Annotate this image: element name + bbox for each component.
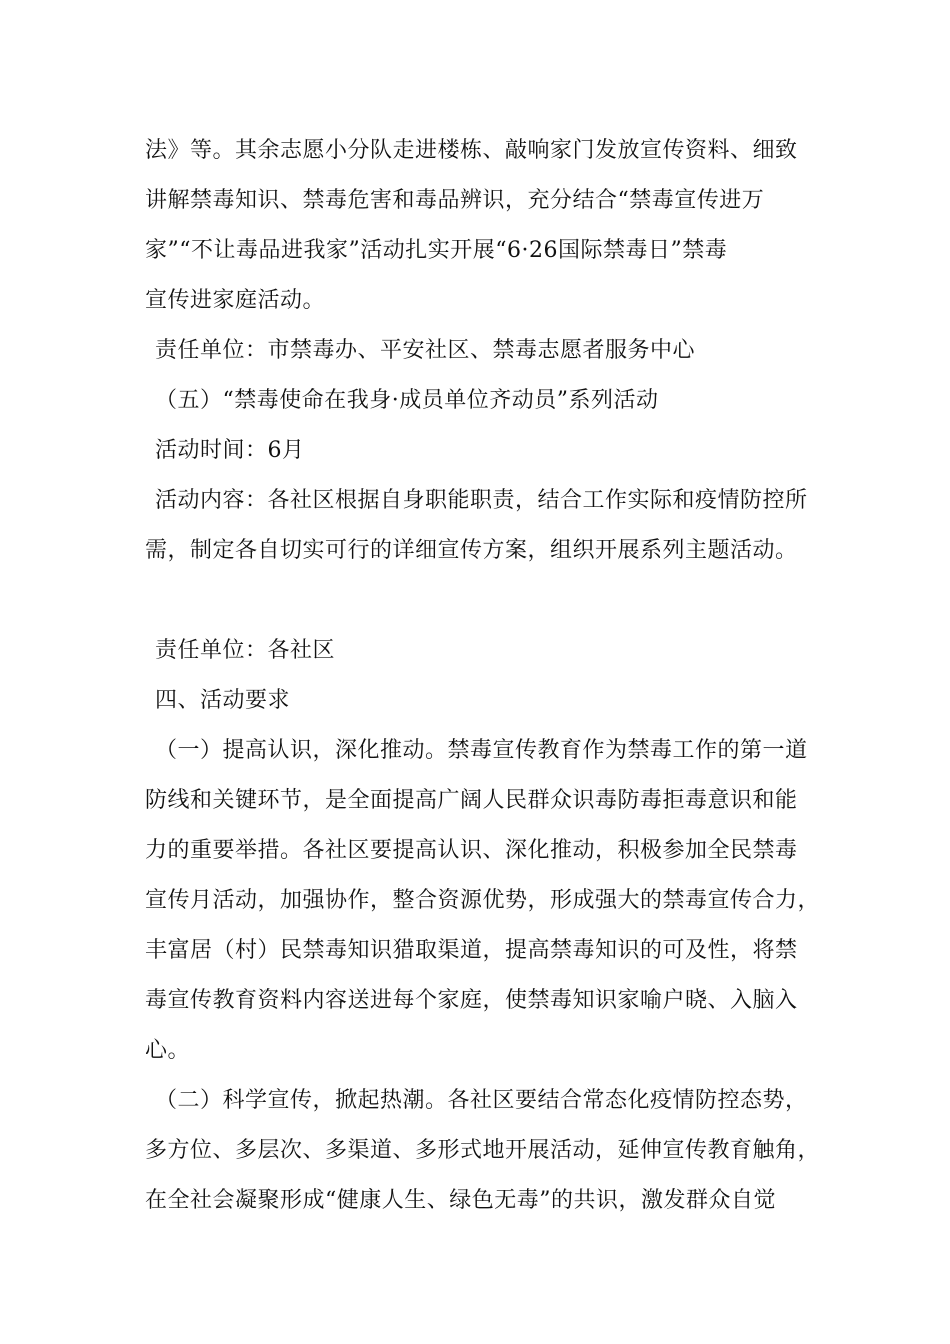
paragraph-line: 毒宣传教育资料内容送进每个家庭，使禁毒知识家喻户晓、入脑入	[145, 988, 798, 1013]
paragraph-line: 宣传进家庭活动。	[145, 288, 326, 313]
section-heading: 四、活动要求	[155, 688, 291, 713]
paragraph-line: 需，制定各自切实可行的详细宣传方案，组织开展系列主题活动。	[145, 538, 798, 563]
responsible-unit-line: 责任单位：市禁毒办、平安社区、禁毒志愿者服务中心	[155, 338, 696, 363]
paragraph-line: 宣传月活动，加强协作，整合资源优势，形成强大的禁毒宣传合力，	[145, 888, 821, 913]
paragraph-line: 多方位、多层次、多渠道、多形式地开展活动，延伸宣传教育触角，	[145, 1138, 821, 1163]
paragraph-line: （一）提高认识，深化推动。禁毒宣传教育作为禁毒工作的第一道	[155, 738, 808, 763]
paragraph-line: 在全社会凝聚形成“健康人生、绿色无毒”的共识，激发群众自觉	[145, 1188, 776, 1213]
paragraph-line: 讲解禁毒知识、禁毒危害和毒品辨识，充分结合“禁毒宣传进万	[145, 188, 765, 213]
paragraph-line: 心。	[145, 1038, 191, 1063]
activity-content-line: 活动内容：各社区根据自身职能职责，结合工作实际和疫情防控所	[155, 488, 808, 513]
section-heading: （五）“禁毒使命在我身·成员单位齐动员”系列活动	[155, 388, 659, 413]
paragraph-line: 家”“不让毒品进我家”活动扎实开展“6·26国际禁毒日”禁毒	[145, 238, 728, 263]
paragraph-line: 力的重要举措。各社区要提高认识、深化推动，积极参加全民禁毒	[145, 838, 798, 863]
paragraph-line: 丰富居（村）民禁毒知识猎取渠道，提高禁毒知识的可及性，将禁	[145, 938, 798, 963]
paragraph-line: 防线和关键环节，是全面提高广阔人民群众识毒防毒拒毒意识和能	[145, 788, 798, 813]
paragraph-line: 法》等。其余志愿小分队走进楼栋、敲响家门发放宣传资料、细致	[145, 138, 798, 163]
responsible-unit-line: 责任单位：各社区	[155, 638, 336, 663]
paragraph-line: （二）科学宣传，掀起热潮。各社区要结合常态化疫情防控态势，	[155, 1088, 808, 1113]
activity-time-line: 活动时间：6月	[155, 438, 305, 463]
